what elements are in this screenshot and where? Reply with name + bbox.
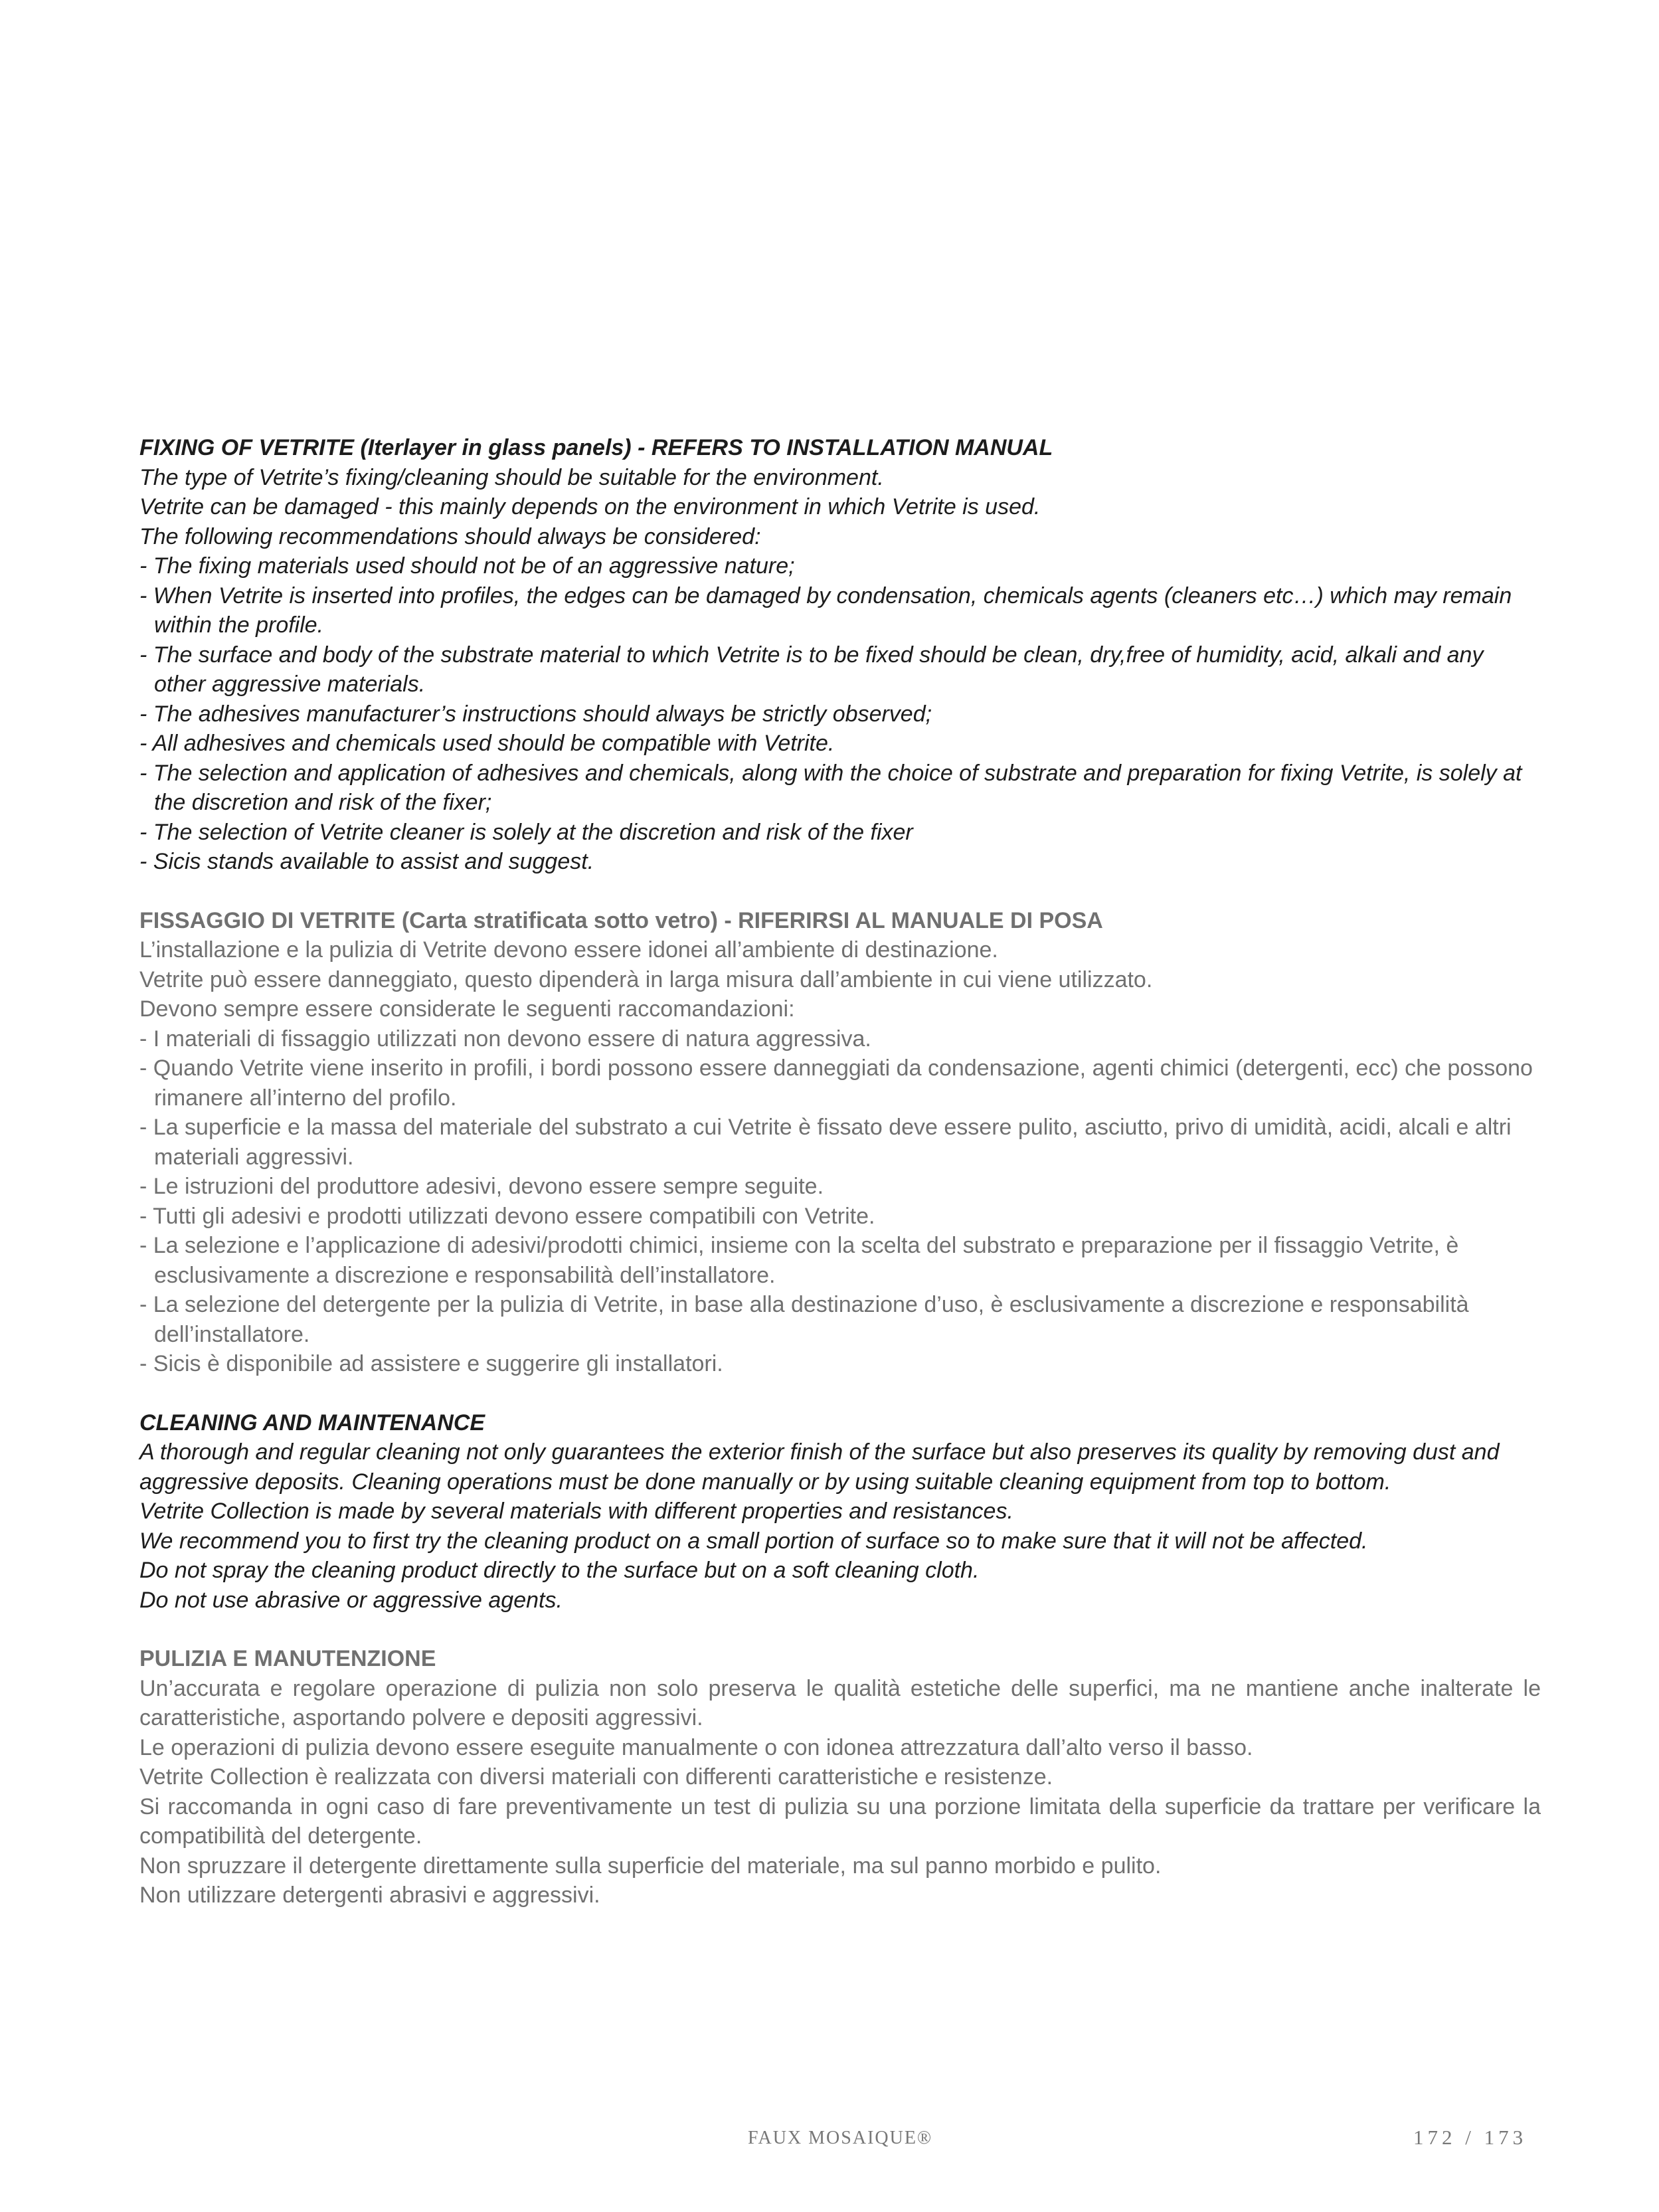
section-heading: PULIZIA E MANUTENZIONE	[139, 1646, 436, 1671]
list-item: - Quando Vetrite viene inserito in profili, i bordi possono essere danneggiati da condensazione, agenti chimici (detergenti, ecc) che possono rimanere all’interno del profilo.	[139, 1056, 1533, 1111]
list-item: - The fixing materials used should not be of an aggressive nature;	[139, 553, 795, 579]
text-line: Vetrite Collection è realizzata con diversi materiali con differenti caratteristiche e resistenze.	[139, 1764, 1053, 1790]
list-item: - When Vetrite is inserted into profiles, the edges can be damaged by condensation, chemicals agents (cleaners etc…) which may remain within the profile.	[139, 583, 1512, 638]
list-item: - La selezione del detergente per la pulizia di Vetrite, in base alla destinazione d’uso, è esclusivamente a discrezione e responsabilità dell’installatore.	[139, 1292, 1469, 1347]
text-line: Vetrite Collection is made by several materials with different properties and resistances.	[139, 1499, 1013, 1524]
list-item: - La selezione e l’applicazione di adesivi/prodotti chimici, insieme con la scelta del substrato e preparazione per il fissaggio Vetrite, è esclusivamente a discrezione e responsabilità dell’installatore.	[139, 1233, 1459, 1288]
text-line: L’installazione e la pulizia di Vetrite devono essere idonei all’ambiente di destinazione.	[139, 937, 998, 963]
text-line: The following recommendations should always be considered:	[139, 523, 761, 549]
text-line: Le operazioni di pulizia devono essere eseguite manualmente o con idonea attrezzatura dall’alto verso il basso.	[139, 1734, 1253, 1760]
cleaning-section-en	[139, 1408, 1541, 1615]
text-line: Non utilizzare detergenti abrasivi e aggressivi.	[139, 1883, 600, 1908]
list-item: - The selection and application of adhesives and chemicals, along with the choice of substrate and preparation for fixing Vetrite, is solely at the discretion and risk of the fixer;	[139, 760, 1522, 815]
list-item: - Sicis è disponibile ad assistere e suggerire gli installatori.	[139, 1351, 723, 1376]
text-line: Devono sempre essere considerate le seguenti raccomandazioni:	[139, 996, 795, 1022]
text-line: We recommend you to first try the cleaning product on a small portion of surface so to make sure that it will not be affected.	[139, 1528, 1368, 1554]
text-line: Non spruzzare il detergente direttamente sulla superficie del materiale, ma sul panno morbido e pulito.	[139, 1853, 1162, 1879]
text-line: Do not use abrasive or aggressive agents.	[139, 1587, 563, 1613]
list-item: - Sicis stands available to assist and suggest.	[139, 849, 594, 874]
text-line: Vetrite può essere danneggiato, questo dipenderà in larga misura dall’ambiente in cui viene utilizzato.	[139, 967, 1153, 992]
list-item: - Tutti gli adesivi e prodotti utilizzati devono essere compatibili con Vetrite.	[139, 1203, 875, 1229]
section-heading: FISSAGGIO DI VETRITE (Carta stratificata sotto vetro) - RIFERIRSI AL MANUALE DI POSA	[139, 907, 1103, 933]
text-paragraph: A thorough and regular cleaning not only guarantees the exterior finish of the surface but also preserves its quality by removing dust and aggressive deposits. Cleaning operations must be done manually or by using suitable cleaning equipment from top to bottom.	[139, 1439, 1500, 1495]
list-item: - Le istruzioni del produttore adesivi, devono essere sempre seguite.	[139, 1174, 824, 1199]
list-item: - La superficie e la massa del materiale del substrato a cui Vetrite è fissato deve essere pulito, asciutto, privo di umidità, acidi, alcali e altri materiali aggressivi.	[139, 1115, 1512, 1170]
text-paragraph: Si raccomanda in ogni caso di fare preventivamente un test di pulizia su una porzione limitata della superficie da trattare per verificare la compatibilità del detergente.	[139, 1794, 1541, 1849]
fixing-section-it	[139, 906, 1541, 1379]
section-heading: CLEANING AND MAINTENANCE	[139, 1410, 485, 1435]
text-paragraph: Un’accurata e regolare operazione di pulizia non solo preserva le qualità estetiche delle superfici, ma ne mantiene anche inalterate le caratteristiche, asportando polvere e depositi aggressivi.	[139, 1675, 1541, 1730]
text-line: Vetrite can be damaged - this mainly depends on the environment in which Vetrite is used.	[139, 494, 1041, 519]
list-item: - All adhesives and chemicals used should be compatible with Vetrite.	[139, 731, 835, 756]
fixing-section-en	[139, 433, 1541, 877]
footer-brand: FAUX MOSAIQUE®	[748, 2128, 933, 2148]
section-heading: FIXING OF VETRITE (Iterlayer in glass panels) - REFERS TO INSTALLATION MANUAL	[139, 435, 1053, 460]
document-body	[139, 433, 1541, 1940]
list-item: - The selection of Vetrite cleaner is solely at the discretion and risk of the fixer	[139, 819, 913, 845]
text-line: Do not spray the cleaning product directly to the surface but on a soft cleaning cloth.	[139, 1558, 980, 1583]
list-item: - I materiali di fissaggio utilizzati non devono essere di natura aggressiva.	[139, 1026, 871, 1052]
cleaning-section-it	[139, 1644, 1541, 1910]
list-item: - The surface and body of the substrate material to which Vetrite is to be fixed should be clean, dry,free of humidity, acid, alkali and any other aggressive materials.	[139, 642, 1484, 697]
list-item: - The adhesives manufacturer’s instructions should always be strictly observed;	[139, 701, 932, 727]
text-line: The type of Vetrite’s fixing/cleaning should be suitable for the environment.	[139, 464, 884, 490]
page-number: 172 / 173	[1413, 2126, 1528, 2149]
